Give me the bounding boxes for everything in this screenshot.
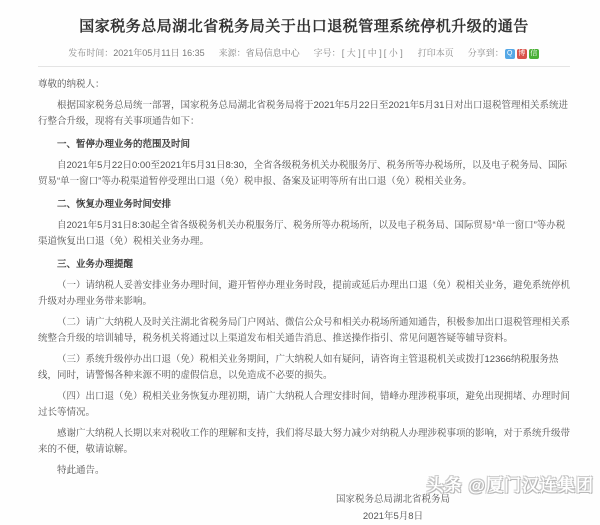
signature-date: 2021年5月8日 (362, 511, 424, 522)
section-3-item-4: （四）出口退（免）税相关业务恢复办理初期，请广大纳税人合理安排时间，错峰办理涉税事项，避免出现拥堵、办理时间过长等情况。 (38, 391, 571, 418)
share-control (468, 48, 540, 58)
publish-time (68, 48, 204, 58)
publish-time-value: 2021年05月11日 16:35 (113, 48, 205, 58)
print-control (418, 48, 454, 58)
section-2-heading: 二、恢复办理业务时间安排 (57, 199, 172, 210)
section-3-heading: 三、业务办理提醒 (57, 259, 134, 270)
meta-bar (38, 46, 570, 59)
qzone-share-icon[interactable]: Q (505, 49, 515, 59)
print-page-button[interactable]: 打印本页 (417, 48, 454, 58)
announce-line: 特此通告。 (57, 465, 105, 476)
source (219, 48, 300, 58)
header-divider (38, 66, 570, 67)
notice-body (38, 77, 570, 479)
page-title: 国家税务总局湖北省税务局关于出口退税管理系统停机升级的通告 (79, 18, 529, 35)
salutation: 尊敬的纳税人： (38, 79, 105, 90)
fontsize-large-button[interactable]: [ 大 ] (341, 48, 361, 58)
section-3-item-2: （二）请广大纳税人及时关注湖北省税务局门户网站、微信公众号和相关办税场所通知通告，积极参加出口退税管理相关系统整合升级的培训辅导，税务机关将通过以上渠道发布相关通告消息、推送操作指引、常见问题答疑等辅导资料。 (38, 317, 571, 344)
publish-time-label: 发布时间： (68, 48, 114, 58)
section-3-item-1: （一）请纳税人妥善安排业务办理时间，避开暂停办理业务时段，提前或延后办理出口退（免）税相关业务，避免系统停机升级对办理业务带来影响。 (38, 280, 571, 307)
intro-paragraph: 根据国家税务总局统一部署，国家税务总局湖北省税务局将于2021年5月22日至2021年5月31日对出口退税管理相关系统进行整合升级，现将有关事项通告如下： (38, 100, 568, 127)
section-1-heading: 一、暂停办理业务的范围及时间 (57, 139, 191, 150)
source-value: 省局信息中心 (245, 48, 300, 58)
fontsize-control (314, 48, 404, 58)
signature-org: 国家税务总局湖北省税务局 (335, 494, 450, 505)
toutiao-watermark: 头条 @厦门汉连集团 (426, 476, 594, 495)
signature-inner (336, 491, 450, 525)
share-label: 分享到： (467, 48, 504, 58)
wechat-share-icon[interactable]: 信 (530, 49, 538, 57)
share-icons (504, 48, 540, 59)
closing-paragraph: 感谢广大纳税人长期以来对税收工作的理解和支持，我们将尽最大努力减少对纳税人办理涉税事项的影响，对于系统升级带来的不便，敬请谅解。 (38, 428, 571, 455)
fontsize-small-button[interactable]: [ 小 ] (383, 48, 403, 58)
section-3-item-3: （三）系统升级停办出口退（免）税相关业务期间，广大纳税人如有疑问，请咨询主管退税机关或拨打12366纳税服务热线，同时，请警惕各种来源不明的虚假信息，以免造成不必要的损失。 (38, 354, 559, 381)
fontsize-label: 字号： (313, 48, 341, 58)
fontsize-medium-button[interactable]: [ 中 ] (362, 48, 382, 58)
section-2-paragraph: 自2021年5月31日8:30起全省各级税务机关办税服务厅、税务所等办税场所，以及电子税务局、国际贸易“单一窗口”等办税渠道恢复出口退（免）税相关业务办理。 (38, 220, 566, 247)
section-1-paragraph: 自2021年5月22日0:00至2021年5月31日8:30，全省各级税务机关办税服务厅、税务所等办税场所，以及电子税务局、国际贸易“单一窗口”等办税渠道暂停受理出口退（免）税申报、备案及证明等所有出口退（免）税相关业务。 (38, 160, 567, 187)
weibo-share-icon[interactable]: 博 (518, 49, 526, 57)
source-label: 来源： (218, 48, 246, 58)
signature-block (38, 491, 570, 525)
